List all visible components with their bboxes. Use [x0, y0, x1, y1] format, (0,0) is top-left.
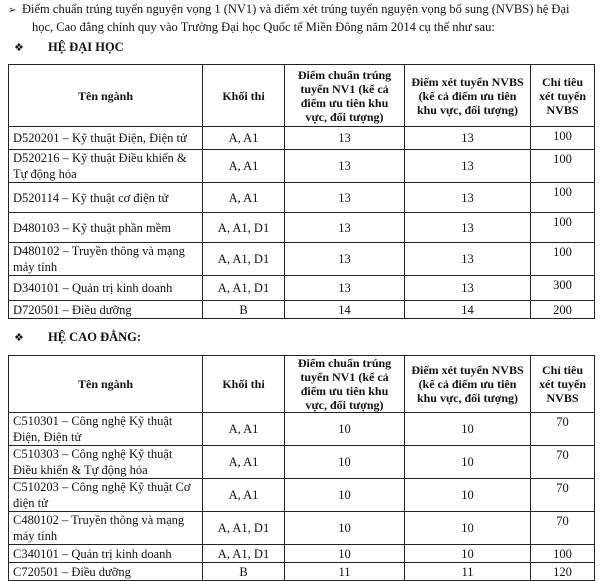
- header-nvbs: Điểm xét tuyển NVBS (kể cả điểm ưu tiên khu vực, đối tượng): [405, 356, 531, 413]
- intro-line-1: Điểm chuẩn trúng tuyển nguyện vọng 1 (NV1) và điểm xét trúng tuyển nguyện vọng bổ sung (NVBS) hệ Đại: [22, 2, 570, 16]
- nv1-score-cell: 13: [285, 276, 405, 301]
- nv1-score-cell: 10: [285, 413, 405, 446]
- table-row: [9, 563, 595, 581]
- diamond-bullet-icon: ❖: [14, 331, 24, 344]
- name-cell: D520114 – Kỹ thuật cơ điện tử: [9, 183, 203, 213]
- table-row: [9, 127, 595, 150]
- block-cell: B: [203, 563, 285, 581]
- nv1-score-cell: 10: [285, 479, 405, 512]
- nv1-score-cell: 11: [285, 563, 405, 581]
- header-nvbs: Điểm xét tuyển NVBS (kể cả điểm ưu tiên khu vực, đối tượng): [405, 65, 531, 127]
- nvbs-score-cell: 13: [405, 243, 531, 276]
- name-cell: C510203 – Công nghệ Kỹ thuật Cơ điện tử: [9, 479, 203, 512]
- name-cell: C510301 – Công nghệ Kỹ thuật Điện, Điện tử: [9, 413, 203, 446]
- quota-cell: 100: [531, 243, 595, 276]
- table-row: [9, 413, 595, 446]
- header-nv1: Điểm chuẩn trúng tuyển NV1 (kể cả điểm ưu tiên khu vực, đối tượng): [285, 356, 405, 413]
- quota-cell: 100: [531, 213, 595, 243]
- block-cell: A, A1, D1: [203, 213, 285, 243]
- table-row: [9, 243, 595, 276]
- name-cell: C720501 – Điều dưỡng: [9, 563, 203, 581]
- quota-cell: 100: [531, 183, 595, 213]
- header-name: Tên ngành: [9, 65, 203, 127]
- quota-cell: 70: [531, 413, 595, 446]
- nv1-score-cell: 13: [285, 183, 405, 213]
- name-cell: C510303 – Công nghệ Kỹ thuật Điều khiển & Tự động hóa: [9, 446, 203, 479]
- quota-cell: 100: [531, 127, 595, 150]
- table-row: [9, 183, 595, 213]
- header-quota: Chỉ tiêu xét tuyển NVBS: [531, 356, 595, 413]
- block-cell: A, A1: [203, 479, 285, 512]
- header-name: Tên ngành: [9, 356, 203, 413]
- table-row: [9, 150, 595, 183]
- nvbs-score-cell: 10: [405, 446, 531, 479]
- block-cell: A, A1: [203, 446, 285, 479]
- nvbs-score-cell: 10: [405, 479, 531, 512]
- intro-line-2: học, Cao đẳng chính quy vào Trường Đại học Quốc tế Miền Đông năm 2014 cụ thể như sau:: [32, 20, 495, 34]
- section-title-cao-dang: ❖ HỆ CAO ĐẲNG:: [14, 330, 142, 344]
- name-cell: D480103 – Kỹ thuật phần mềm: [9, 213, 203, 243]
- header-block: Khối thi: [203, 65, 285, 127]
- table-row: [9, 301, 595, 319]
- block-cell: A, A1: [203, 127, 285, 150]
- nvbs-score-cell: 11: [405, 563, 531, 581]
- nv1-score-cell: 10: [285, 545, 405, 563]
- quota-cell: 120: [531, 563, 595, 581]
- nvbs-score-cell: 13: [405, 276, 531, 301]
- name-cell: D520201 – Kỹ thuật Điện, Điện tử: [9, 127, 203, 150]
- table-row: [9, 276, 595, 301]
- block-cell: A, A1: [203, 413, 285, 446]
- intro-paragraph: [6, 1, 596, 36]
- quota-cell: 200: [531, 301, 595, 319]
- section-title-dai-hoc: ❖ HỆ ĐẠI HỌC: [14, 40, 124, 54]
- quota-cell: 300: [531, 276, 595, 301]
- table-row: [9, 446, 595, 479]
- block-cell: A, A1, D1: [203, 243, 285, 276]
- block-cell: A, A1: [203, 150, 285, 183]
- table-cao-dang: [8, 355, 595, 581]
- block-cell: A, A1, D1: [203, 512, 285, 545]
- nvbs-score-cell: 13: [405, 127, 531, 150]
- table-dai-hoc: [8, 64, 595, 319]
- nv1-score-cell: 13: [285, 127, 405, 150]
- nvbs-score-cell: 10: [405, 413, 531, 446]
- nv1-score-cell: 10: [285, 446, 405, 479]
- nv1-score-cell: 13: [285, 243, 405, 276]
- nvbs-score-cell: 10: [405, 545, 531, 563]
- table-header-row: [9, 65, 595, 127]
- table-row: [9, 213, 595, 243]
- table-row: [9, 545, 595, 563]
- quota-cell: 100: [531, 545, 595, 563]
- block-cell: A, A1, D1: [203, 276, 285, 301]
- table-header-row: [9, 356, 595, 413]
- block-cell: A, A1, D1: [203, 545, 285, 563]
- nv1-score-cell: 13: [285, 150, 405, 183]
- table-row: [9, 479, 595, 512]
- diamond-bullet-icon: ❖: [14, 41, 24, 54]
- name-cell: D720501 – Điều dưỡng: [9, 301, 203, 319]
- header-block: Khối thi: [203, 356, 285, 413]
- quota-cell: 70: [531, 512, 595, 545]
- block-cell: A, A1: [203, 183, 285, 213]
- quota-cell: 70: [531, 446, 595, 479]
- table-row: [9, 512, 595, 545]
- nvbs-score-cell: 13: [405, 213, 531, 243]
- name-cell: D480102 – Truyền thông và mạng máy tính: [9, 243, 203, 276]
- header-quota: Chỉ tiêu xét tuyển NVBS: [531, 65, 595, 127]
- arrow-bullet-icon: ➢: [8, 5, 17, 16]
- nvbs-score-cell: 13: [405, 183, 531, 213]
- quota-cell: 70: [531, 479, 595, 512]
- name-cell: C480102 – Truyền thông và mạng máy tính: [9, 512, 203, 545]
- nvbs-score-cell: 10: [405, 512, 531, 545]
- nv1-score-cell: 14: [285, 301, 405, 319]
- header-nv1: Điểm chuẩn trúng tuyển NV1 (kể cả điểm ưu tiên khu vực, đối tượng): [285, 65, 405, 127]
- quota-cell: 100: [531, 150, 595, 183]
- nv1-score-cell: 10: [285, 512, 405, 545]
- name-cell: D520216 – Kỹ thuật Điều khiển & Tự động hóa: [9, 150, 203, 183]
- name-cell: C340101 – Quản trị kinh doanh: [9, 545, 203, 563]
- name-cell: D340101 – Quản trị kinh doanh: [9, 276, 203, 301]
- nv1-score-cell: 13: [285, 213, 405, 243]
- nvbs-score-cell: 14: [405, 301, 531, 319]
- nvbs-score-cell: 13: [405, 150, 531, 183]
- block-cell: B: [203, 301, 285, 319]
